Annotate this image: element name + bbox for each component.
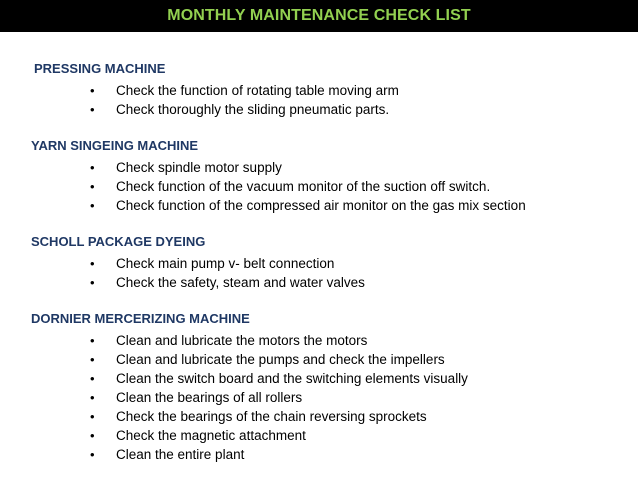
list-item: [0, 196, 638, 215]
section-dornier-mercerizing-machine: [0, 312, 638, 464]
list-item: [0, 177, 638, 196]
section-heading: PRESSING MACHINE: [34, 61, 166, 76]
list-item: [0, 445, 638, 464]
list-item-text: Check the function of rotating table moving arm: [116, 83, 399, 98]
bullet-icon: •: [90, 352, 95, 367]
list-item-text: Clean the entire plant: [116, 447, 245, 462]
list-item: [0, 273, 638, 292]
bullet-icon: •: [90, 409, 95, 424]
list-item: [0, 350, 638, 369]
list-item: [0, 369, 638, 388]
list-item-text: Check main pump v- belt connection: [116, 256, 335, 271]
bullet-icon: •: [90, 179, 95, 194]
list-item-text: Clean the switch board and the switching elements visually: [116, 371, 468, 386]
section-heading: YARN SINGEING MACHINE: [31, 138, 199, 153]
section-heading: DORNIER MERCERIZING MACHINE: [31, 311, 250, 326]
bullet-icon: •: [90, 371, 95, 386]
section-heading: SCHOLL PACKAGE DYEING: [31, 234, 206, 249]
list-item-text: Check function of the compressed air monitor on the gas mix section: [116, 198, 526, 213]
checklist-content: [0, 62, 638, 484]
list-item-text: Check function of the vacuum monitor of the suction off switch.: [116, 179, 491, 194]
list-item: [0, 158, 638, 177]
list-item: [0, 100, 638, 119]
list-item-text: Check the safety, steam and water valves: [116, 275, 365, 290]
title-bar: [0, 0, 638, 32]
list-item: [0, 331, 638, 350]
bullet-icon: •: [90, 447, 95, 462]
list-item-text: Clean and lubricate the pumps and check the impellers: [116, 352, 445, 367]
bullet-icon: •: [90, 333, 95, 348]
list-item: [0, 254, 638, 273]
section-yarn-singeing-machine: [0, 139, 638, 215]
list-item-text: Clean the bearings of all rollers: [116, 390, 303, 405]
bullet-icon: •: [90, 275, 95, 290]
list-item: [0, 407, 638, 426]
list-item-text: Check spindle motor supply: [116, 160, 282, 175]
bullet-icon: •: [90, 160, 95, 175]
page-title: MONTHLY MAINTENANCE CHECK LIST: [167, 7, 471, 24]
list-item: [0, 388, 638, 407]
list-item-text: Clean and lubricate the motors the motors: [116, 333, 368, 348]
list-item: [0, 426, 638, 445]
list-item-text: Check the magnetic attachment: [116, 428, 306, 443]
bullet-icon: •: [90, 256, 95, 271]
list-item: [0, 81, 638, 100]
bullet-icon: •: [90, 102, 95, 117]
bullet-icon: •: [90, 428, 95, 443]
section-scholl-package-dyeing: [0, 235, 638, 292]
bullet-icon: •: [90, 83, 95, 98]
list-item-text: Check the bearings of the chain reversing sprockets: [116, 409, 427, 424]
section-pressing-machine: [0, 62, 638, 119]
bullet-icon: •: [90, 390, 95, 405]
list-item-text: Check thoroughly the sliding pneumatic parts.: [116, 102, 390, 117]
bullet-icon: •: [90, 198, 95, 213]
